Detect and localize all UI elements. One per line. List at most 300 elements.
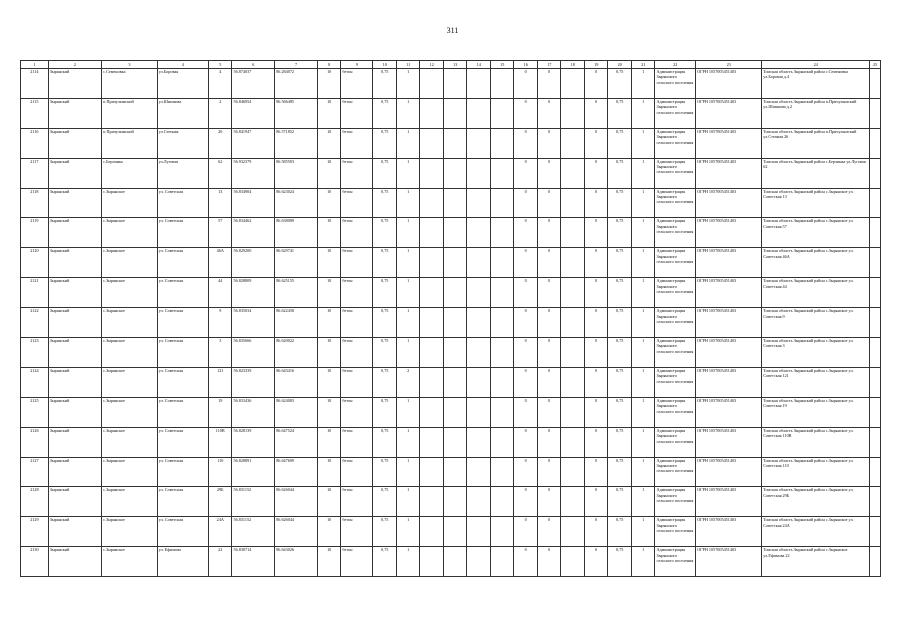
table-cell (420, 367, 444, 397)
table-cell: 0 (537, 278, 561, 308)
table-cell: Зырянский (48, 367, 101, 397)
column-number: 24 (762, 61, 870, 69)
table-cell: 86.284072 (275, 69, 318, 99)
table-cell: 0 (584, 128, 608, 158)
table-cell: Зырянский (48, 218, 101, 248)
table-cell: 10 (317, 218, 341, 248)
table-cell: 57 (208, 218, 232, 248)
table-cell (467, 367, 491, 397)
table-cell: 10 (317, 427, 341, 457)
table-cell: Томская область Зырянский район с.Зырянское ул. Советская 29Б (762, 487, 870, 517)
table-cell (561, 188, 585, 218)
table-cell: 0,75 (608, 338, 632, 368)
table-cell: Администрация Зырянского сельского поселения (655, 547, 696, 577)
table-cell: 1 (396, 547, 420, 577)
table-cell: 86.585503 (275, 158, 318, 188)
table-cell: 19 (208, 397, 232, 427)
table-cell: 2129 (21, 517, 49, 547)
table-cell: 0 (584, 487, 608, 517)
table-cell: 1 (396, 98, 420, 128)
table-row (21, 69, 881, 99)
table-cell: бетон (341, 427, 373, 457)
table-cell (490, 547, 514, 577)
table-cell (443, 98, 467, 128)
table-cell: 0,75 (608, 367, 632, 397)
table-cell: Томская область Зырянский район с.Зырянское ул. Советская 57 (762, 218, 870, 248)
table-cell: Томская область Зырянский район с.Зырянское ул. Советская 110 (762, 457, 870, 487)
table-cell (443, 367, 467, 397)
table-cell (490, 278, 514, 308)
table-cell: 110В (208, 427, 232, 457)
table-cell: 44 (208, 278, 232, 308)
table-cell: ОГРН 1057005451403 (696, 218, 762, 248)
table-row (21, 427, 881, 457)
table-cell: 0 (537, 397, 561, 427)
table-cell: 2126 (21, 427, 49, 457)
table-cell: 0 (514, 367, 538, 397)
table-cell: 0,75 (373, 517, 397, 547)
table-cell (870, 427, 881, 457)
table-cell: 4 (208, 69, 232, 99)
table-cell: 0 (514, 338, 538, 368)
table-cell: 0 (514, 158, 538, 188)
table-cell: Зырянский (48, 248, 101, 278)
table-cell: ОГРН 1057005451403 (696, 427, 762, 457)
table-cell: 86.647524 (275, 427, 318, 457)
table-cell: 1 (396, 218, 420, 248)
table-cell (490, 308, 514, 338)
table-cell (870, 98, 881, 128)
table-cell: ул. Советская (157, 517, 208, 547)
table-cell: Зырянский (48, 457, 101, 487)
table-cell: 1 (631, 248, 655, 278)
table-cell: 0 (584, 218, 608, 248)
table-cell: 56.831152 (232, 487, 275, 517)
table-cell: 2124 (21, 367, 49, 397)
table-cell: 9 (208, 308, 232, 338)
table-cell: Зырянский (48, 427, 101, 457)
table-row (21, 278, 881, 308)
table-cell (420, 487, 444, 517)
table-cell: 2119 (21, 218, 49, 248)
table-cell: ул. Советская (157, 218, 208, 248)
table-cell (561, 457, 585, 487)
table-cell: 0,75 (373, 457, 397, 487)
table-cell: Зырянский (48, 188, 101, 218)
table-cell: 0 (514, 457, 538, 487)
table-cell (467, 248, 491, 278)
table-cell (561, 397, 585, 427)
table-cell: 0 (584, 338, 608, 368)
table-cell: бетон (341, 367, 373, 397)
table-cell (467, 308, 491, 338)
table-cell: 10 (317, 69, 341, 99)
column-number: 21 (631, 61, 655, 69)
table-cell: ул. Советская (157, 248, 208, 278)
table-cell (490, 98, 514, 128)
table-cell: Зырянский (48, 278, 101, 308)
table-cell: Администрация Зырянского сельского поселения (655, 128, 696, 158)
table-cell: 0,75 (608, 487, 632, 517)
table-cell: 56.874037 (232, 69, 275, 99)
table-cell: ул. Советская (157, 278, 208, 308)
table-cell (561, 308, 585, 338)
table-cell: 0,75 (373, 218, 397, 248)
table-row (21, 338, 881, 368)
table-cell: 0 (514, 308, 538, 338)
table-cell (443, 188, 467, 218)
table-cell: Зырянский (48, 517, 101, 547)
table-cell: 10 (317, 188, 341, 218)
table-cell: ул. Советская (157, 427, 208, 457)
table-cell: п.Причулымский (102, 98, 158, 128)
table-cell: бетон (341, 278, 373, 308)
table-cell (420, 427, 444, 457)
table-cell: ОГРН 1057005451403 (696, 248, 762, 278)
table-cell (443, 128, 467, 158)
table-cell (467, 278, 491, 308)
table-cell (443, 338, 467, 368)
table-cell (420, 98, 444, 128)
column-number: 19 (584, 61, 608, 69)
table-cell: 56.828809 (232, 278, 275, 308)
table-cell: Администрация Зырянского сельского поселения (655, 158, 696, 188)
table-cell: 0 (584, 397, 608, 427)
table-cell: 2127 (21, 457, 49, 487)
table-cell: 0 (537, 427, 561, 457)
table-cell: с.Зырянское (102, 338, 158, 368)
table-cell (870, 338, 881, 368)
table-cell: 1 (631, 218, 655, 248)
column-number: 11 (396, 61, 420, 69)
table-cell: 0 (584, 158, 608, 188)
table-cell: 1 (631, 128, 655, 158)
table-cell: 56.834462 (232, 218, 275, 248)
table-cell: 22 (208, 547, 232, 577)
table-cell: 1 (396, 278, 420, 308)
table-cell: 10 (317, 457, 341, 487)
table-cell: п.Причулымский (102, 128, 158, 158)
table-cell: 0 (514, 278, 538, 308)
table-row (21, 397, 881, 427)
table-cell: 10 (317, 547, 341, 577)
table-cell: 56.835034 (232, 308, 275, 338)
column-number: 1 (21, 61, 49, 69)
table-cell (420, 248, 444, 278)
table-cell: ул. Советская (157, 188, 208, 218)
table-cell: ОГРН 1057005451403 (696, 188, 762, 218)
column-number: 5 (208, 61, 232, 69)
table-cell: 0 (514, 397, 538, 427)
table-cell (490, 397, 514, 427)
table-cell (420, 397, 444, 427)
table-cell (420, 188, 444, 218)
table-cell (420, 338, 444, 368)
table-cell (443, 457, 467, 487)
column-number: 17 (537, 61, 561, 69)
table-cell: Администрация Зырянского сельского поселения (655, 188, 696, 218)
table-cell: 86.626044 (275, 517, 318, 547)
table-cell (420, 278, 444, 308)
table-cell: 0,75 (373, 338, 397, 368)
column-number: 2 (48, 61, 101, 69)
table-cell: 0 (537, 158, 561, 188)
table-cell: 0,75 (373, 278, 397, 308)
table-cell: с.Зырянское (102, 487, 158, 517)
table-cell: с.Зырянское (102, 397, 158, 427)
table-cell: 1 (631, 547, 655, 577)
table-cell: 3 (208, 338, 232, 368)
table-cell: 0 (537, 308, 561, 338)
table-cell: ул. Советская (157, 308, 208, 338)
table-cell: Зырянский (48, 397, 101, 427)
table-cell: ул.Степная (157, 128, 208, 158)
table-cell: 110 (208, 457, 232, 487)
table-cell: 0,75 (608, 188, 632, 218)
table-cell (467, 188, 491, 218)
table-cell: 0,75 (373, 188, 397, 218)
table-cell: 10 (317, 308, 341, 338)
column-number: 4 (157, 61, 208, 69)
table-cell: 2130 (21, 547, 49, 577)
table-cell: Зырянский (48, 547, 101, 577)
table-cell: ОГРН 1057005451403 (696, 457, 762, 487)
table-cell (561, 128, 585, 158)
table-cell: 0,75 (373, 308, 397, 338)
table-cell (561, 158, 585, 188)
table-cell: 0 (537, 457, 561, 487)
table-row (21, 457, 881, 487)
table-cell (467, 487, 491, 517)
table-cell: 10 (317, 397, 341, 427)
table-cell: с.Зырянское (102, 278, 158, 308)
table-cell: 0 (537, 367, 561, 397)
table-cell: 0 (537, 218, 561, 248)
table-cell: 1 (631, 278, 655, 308)
table-cell: с.Зырянское (102, 188, 158, 218)
table-cell: с.Семеновка (102, 69, 158, 99)
table-cell: 0 (584, 98, 608, 128)
table-cell: 1 (396, 158, 420, 188)
table-cell: бетон (341, 69, 373, 99)
table-cell: Администрация Зырянского сельского поселения (655, 338, 696, 368)
table-cell (561, 367, 585, 397)
table-cell: 1 (631, 188, 655, 218)
table-cell: 0 (514, 517, 538, 547)
table-cell: 0 (584, 517, 608, 547)
table-cell (490, 487, 514, 517)
table-cell: с.Берлинка (102, 158, 158, 188)
table-cell: 0 (537, 338, 561, 368)
table-cell: Администрация Зырянского сельского поселения (655, 487, 696, 517)
table-cell: 1 (396, 487, 420, 517)
table-cell: бетон (341, 338, 373, 368)
table-cell (420, 158, 444, 188)
table-cell: 56.932379 (232, 158, 275, 188)
table-cell: 0,75 (373, 69, 397, 99)
table-cell: 56.831152 (232, 517, 275, 547)
table-cell: 56.833436 (232, 397, 275, 427)
table-cell: Зырянский (48, 69, 101, 99)
table-cell: 10 (317, 98, 341, 128)
table-cell: 0,75 (608, 158, 632, 188)
table-cell: 1 (631, 367, 655, 397)
table-cell (420, 308, 444, 338)
table-cell: 10 (317, 338, 341, 368)
table-cell: Администрация Зырянского сельского поселения (655, 457, 696, 487)
table-cell (490, 69, 514, 99)
column-number: 13 (443, 61, 467, 69)
table-cell (443, 517, 467, 547)
table-cell (443, 69, 467, 99)
table-cell: 2118 (21, 188, 49, 218)
table-cell: 0,75 (373, 248, 397, 278)
table-cell (467, 338, 491, 368)
table-cell: Томская область Зырянский район с.Зырянское ул. Советская 46А (762, 248, 870, 278)
table-cell: 1 (396, 427, 420, 457)
table-cell: 0,75 (373, 397, 397, 427)
table-cell: 0,75 (373, 427, 397, 457)
table-cell (561, 218, 585, 248)
table-cell: 0,75 (373, 487, 397, 517)
table-cell: 0 (514, 218, 538, 248)
table-cell (490, 457, 514, 487)
table-cell: 2120 (21, 248, 49, 278)
table-cell: 0,75 (608, 278, 632, 308)
table-cell: ул. Советская (157, 367, 208, 397)
table-cell: 86.643026 (275, 547, 318, 577)
table-cell: Томская область Зырянский район с.Зырянское ул. Советская 121 (762, 367, 870, 397)
table-cell: 56.830714 (232, 547, 275, 577)
column-number: 8 (317, 61, 341, 69)
table-cell (490, 367, 514, 397)
table-cell (467, 158, 491, 188)
table-cell: Томская область Зырянский район с.Зырянское ул. Советская 110В (762, 427, 870, 457)
table-cell: 0 (514, 547, 538, 577)
table-cell: 0,75 (608, 517, 632, 547)
table-cell: ОГРН 1057005451403 (696, 367, 762, 397)
table-cell (870, 158, 881, 188)
table-cell: 2123 (21, 338, 49, 368)
table-cell: 0,75 (608, 547, 632, 577)
table-cell: бетон (341, 487, 373, 517)
table-cell: 2128 (21, 487, 49, 517)
table-cell: 56.823339 (232, 367, 275, 397)
table-cell: Зырянский (48, 158, 101, 188)
table-cell: 0,75 (608, 98, 632, 128)
table-cell (420, 218, 444, 248)
table-cell: 86.620022 (275, 338, 318, 368)
table-cell: Томская область Зырянский район с.Берлинка ул.Луговая 62 (762, 158, 870, 188)
table-cell: 86.571852 (275, 128, 318, 158)
table-cell: 0 (584, 69, 608, 99)
table-cell: Администрация Зырянского сельского поселения (655, 367, 696, 397)
table-cell (561, 278, 585, 308)
table-cell: 0 (537, 128, 561, 158)
table-cell (870, 517, 881, 547)
table-cell: ОГРН 1057005451403 (696, 338, 762, 368)
column-number: 15 (490, 61, 514, 69)
table-cell: 86.625155 (275, 278, 318, 308)
table-cell: бетон (341, 457, 373, 487)
table-cell: Зырянский (48, 487, 101, 517)
table-cell: 0,75 (373, 98, 397, 128)
table-cell: Томская область Зырянский район с.Зырянское ул. Советская 9 (762, 308, 870, 338)
table-cell: Томская область Зырянский район с.Зырянское ул. Советская 3 (762, 338, 870, 368)
table-cell (420, 547, 444, 577)
table-cell: 1 (396, 188, 420, 218)
table-cell (443, 427, 467, 457)
table-cell: 10 (317, 248, 341, 278)
table-cell: 1 (631, 397, 655, 427)
table-cell: 2116 (21, 128, 49, 158)
table-cell (467, 547, 491, 577)
table-cell: 1 (631, 69, 655, 99)
table-cell: 2 (208, 98, 232, 128)
table-cell: бетон (341, 517, 373, 547)
table-cell: ОГРН 1057005451403 (696, 278, 762, 308)
table-cell: ул. Советская (157, 487, 208, 517)
table-cell: Администрация Зырянского сельского поселения (655, 517, 696, 547)
table-cell: 0 (514, 128, 538, 158)
table-cell: с.Зырянское (102, 308, 158, 338)
table-cell (561, 248, 585, 278)
table-cell (870, 248, 881, 278)
table-cell: Томская область Зырянский район с.Зырянское ул.Ефимова 22 (762, 547, 870, 577)
table-cell: бетон (341, 397, 373, 427)
table-cell: с.Зырянское (102, 248, 158, 278)
table-cell (870, 457, 881, 487)
table-cell: 0 (537, 517, 561, 547)
table-cell (443, 278, 467, 308)
table-cell: 86.622458 (275, 308, 318, 338)
table-cell: 1 (396, 69, 420, 99)
table-cell: 1 (631, 457, 655, 487)
table-cell (490, 188, 514, 218)
table-cell (561, 69, 585, 99)
table-cell (443, 158, 467, 188)
table-cell: бетон (341, 158, 373, 188)
table-cell: 56.846954 (232, 98, 275, 128)
table-cell: ул.Боровая (157, 69, 208, 99)
table-cell (443, 218, 467, 248)
table-cell (870, 218, 881, 248)
table-cell: 56.828139 (232, 427, 275, 457)
table-cell: 1 (396, 308, 420, 338)
table-cell (870, 188, 881, 218)
table-cell: 1 (631, 487, 655, 517)
table-cell: Томская область Зырянский район с.Зырянское ул. Советская 24А (762, 517, 870, 547)
table-cell: 0 (514, 248, 538, 278)
table-cell: 86.566485 (275, 98, 318, 128)
registry-table (20, 60, 881, 577)
column-number: 16 (514, 61, 538, 69)
table-cell: 86.626044 (275, 487, 318, 517)
table-cell (870, 397, 881, 427)
table-cell: 10 (317, 367, 341, 397)
table-cell: Томская область Зырянский район с.Зырянское ул. Советская 13 (762, 188, 870, 218)
table-cell: Администрация Зырянского сельского поселения (655, 397, 696, 427)
table-cell: 10 (317, 278, 341, 308)
table-cell: 2115 (21, 98, 49, 128)
table-cell: бетон (341, 218, 373, 248)
table-row (21, 308, 881, 338)
table-cell: 56.841947 (232, 128, 275, 158)
table-row (21, 98, 881, 128)
table-cell: 0 (537, 547, 561, 577)
table-cell: 0 (537, 69, 561, 99)
table-cell (467, 517, 491, 547)
